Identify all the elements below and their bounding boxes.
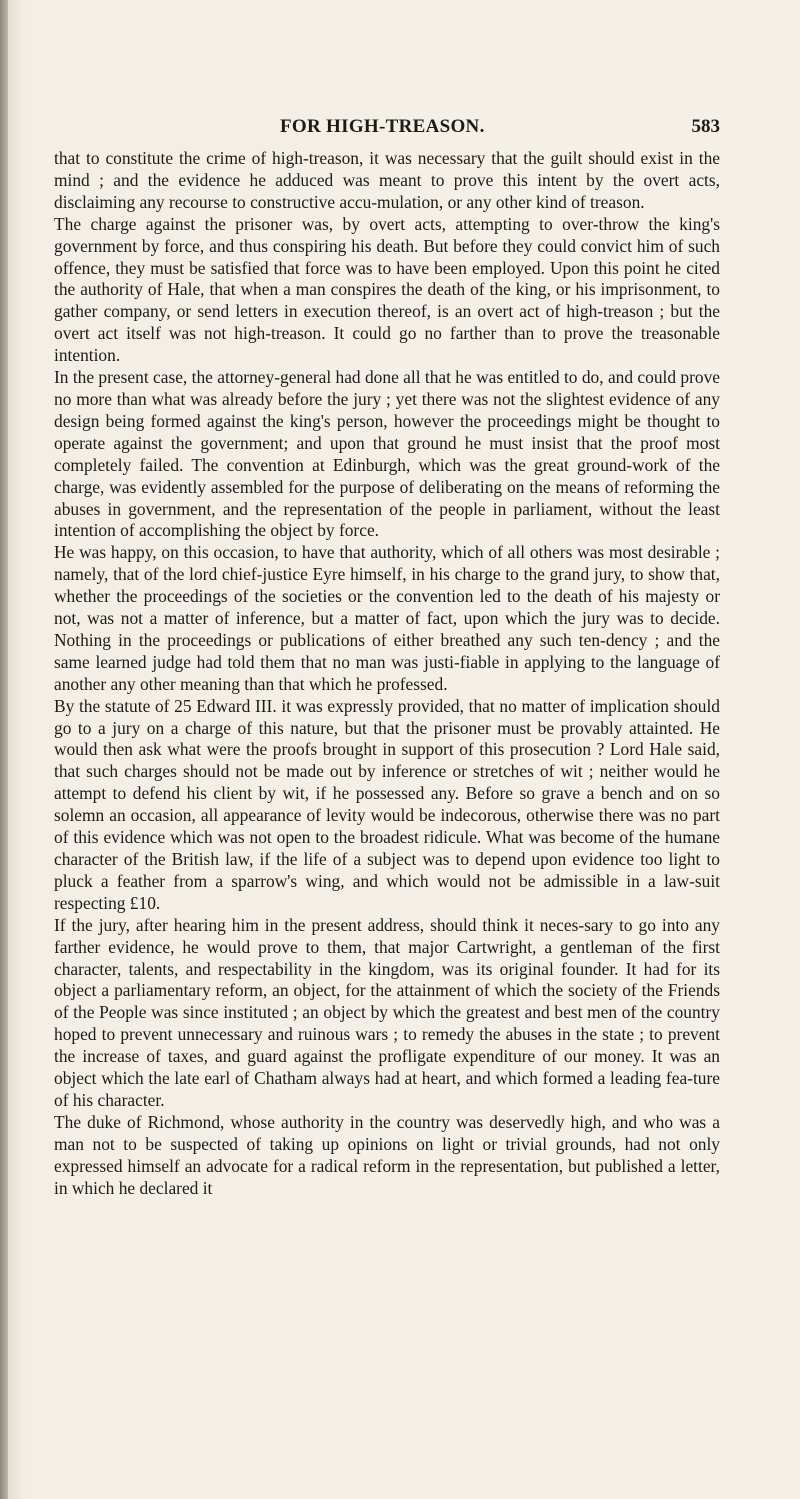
page-binding-shadow [0, 0, 8, 1499]
page-number: 583 [691, 116, 720, 137]
paragraph: He was happy, on this occasion, to have that authority, which of all others was most desirable ; namely, that of the lord chief-justice Eyre himself, in his charge to the grand jury, to show that, whether the proceedings of the societies or the convention led to the death of his majesty or not, was not a matter of inference, but a matter of fact, upon which the jury was to decide. Nothing in the proceedings or publications of either breathed any such ten-dency ; and the same learned judge had told them that no man was justi-fiable in applying to the language of another any other meaning than that which he professed. [54, 542, 720, 694]
page-header [54, 116, 720, 140]
paragraph: If the jury, after hearing him in the present address, should think it neces-sary to go into any farther evidence, he would prove to them, that major Cartwright, a gentleman of the first character, talents, and respectability in the kingdom, was its original founder. It had for its object a parliamentary reform, an object, for the attainment of which the society of the Friends of the People was since instituted ; an object by which the greatest and best men of the country hoped to prevent unnecessary and ruinous wars ; to remedy the abuses in the state ; to prevent the increase of taxes, and guard against the profligate expenditure of our money. It was an object which the late earl of Chatham always had at heart, and which formed a leading fea-ture of his character. [54, 914, 720, 1110]
body-text [54, 148, 720, 1200]
running-head: FOR HIGH-TREASON. [280, 116, 485, 137]
paragraph: By the statute of 25 Edward III. it was expressly provided, that no matter of implication should go to a jury on a charge of this nature, but that the prisoner must be provably attainted. He would then ask what were the proofs brought in support of this prosecution ? Lord Hale said, that such charges should not be made out by inference or stretches of wit ; neither would he attempt to defend his client by wit, if he possessed any. Before so grave a bench and on so solemn an occasion, all appearance of levity would be indecorous, otherwise there was no part of this evidence which was not open to the broadest ridicule. What was become of the humane character of the British law, if the life of a subject was to depend upon evidence too light to pluck a feather from a sparrow's wing, and which would not be admissible in a law-suit respecting £10. [54, 695, 720, 913]
paragraph: that to constitute the crime of high-treason, it was necessary that the guilt should exist in the mind ; and the evidence he adduced was meant to prove this intent by the overt acts, disclaiming any recourse to constructive accu-mulation, or any other kind of treason. [54, 148, 720, 212]
paragraph: The duke of Richmond, whose authority in the country was deservedly high, and who was a man not to be suspected of taking up opinions on light or trivial grounds, had not only expressed himself an advocate for a radical reform in the representation, but published a letter, in which he declared it [54, 1111, 720, 1198]
paragraph: In the present case, the attorney-general had done all that he was entitled to do, and could prove no more than what was already before the jury ; yet there was not the slightest evidence of any design being formed against the king's person, however the proceedings might be thought to operate against the government; and upon that ground he must insist that the proof most completely failed. The convention at Edinburgh, which was the great ground-work of the charge, was evidently assembled for the purpose of deliberating on the means of reforming the abuses in government, and the representation of the people in parliament, without the least intention of accomplishing the object by force. [54, 367, 720, 541]
paragraph: The charge against the prisoner was, by overt acts, attempting to over-throw the king's government by force, and thus conspiring his death. But before they could convict him of such offence, they must be satisfied that force was to have been employed. Upon this point he cited the authority of Hale, that when a man conspires the death of the king, or his imprisonment, to gather company, or send letters in execution thereof, is an overt act of high-treason ; but the overt act itself was not high-treason. It could go no farther than to prove the treasonable intention. [54, 213, 720, 366]
